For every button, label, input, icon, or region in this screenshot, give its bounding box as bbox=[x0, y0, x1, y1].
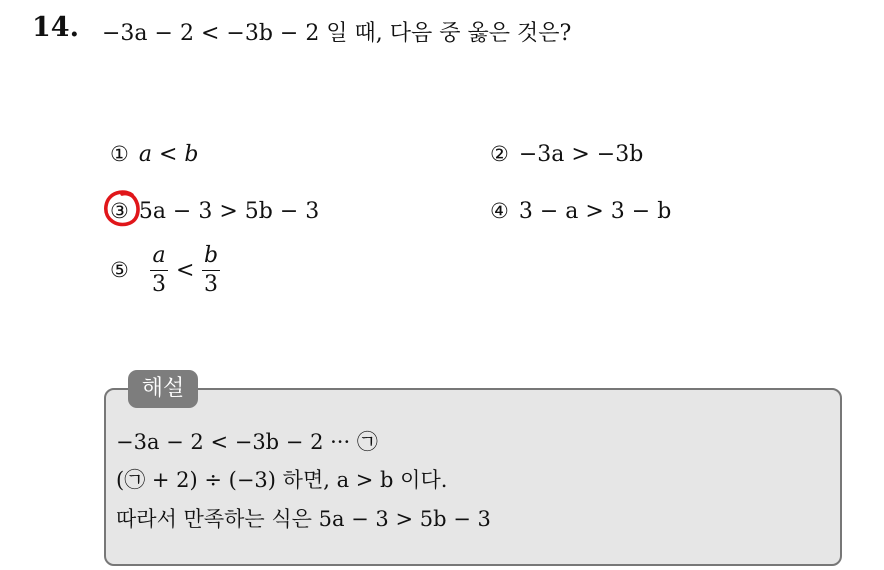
option-1-number: ① bbox=[110, 142, 129, 166]
question-number: 14. bbox=[32, 12, 79, 43]
option-3-number: ③ bbox=[110, 199, 129, 223]
option-4-text: 3 − a > 3 − b bbox=[518, 199, 672, 224]
fraction-denominator: 3 bbox=[152, 272, 166, 297]
option-5-fraction-right bbox=[202, 244, 220, 297]
solution-line-3: 따라서 만족하는 식은 5a − 3 > 5b − 3 bbox=[116, 507, 491, 531]
option-2[interactable] bbox=[490, 142, 643, 167]
fraction-bar bbox=[202, 270, 220, 271]
question-text: −3a − 2 < −3b − 2 일 때, 다음 중 옳은 것은? bbox=[102, 21, 572, 46]
solution-line-2: (㉠ + 2) ÷ (−3) 하면, a > b 이다. bbox=[116, 468, 448, 492]
fraction-numerator: a bbox=[152, 243, 166, 268]
option-2-number: ② bbox=[490, 142, 509, 166]
solution-line-1: −3a − 2 < −3b − 2 ··· ㉠ bbox=[116, 430, 378, 454]
fraction-bar bbox=[150, 270, 168, 271]
option-2-text: −3a > −3b bbox=[518, 142, 644, 167]
fraction-numerator: b bbox=[204, 243, 219, 268]
option-3-text: 5a − 3 > 5b − 3 bbox=[138, 199, 320, 224]
answer-mark-circle bbox=[102, 189, 142, 229]
option-1-text: a < b bbox=[138, 142, 199, 167]
option-5-operator: < bbox=[176, 258, 195, 283]
option-5-fraction-left bbox=[150, 244, 168, 297]
option-5[interactable] bbox=[110, 244, 230, 300]
fraction-denominator: 3 bbox=[204, 272, 219, 297]
option-5-number: ⑤ bbox=[110, 258, 129, 282]
option-4[interactable] bbox=[490, 199, 671, 224]
solution-tag: 해설 bbox=[128, 370, 198, 408]
option-1[interactable] bbox=[110, 142, 198, 167]
option-4-number: ④ bbox=[490, 199, 509, 223]
